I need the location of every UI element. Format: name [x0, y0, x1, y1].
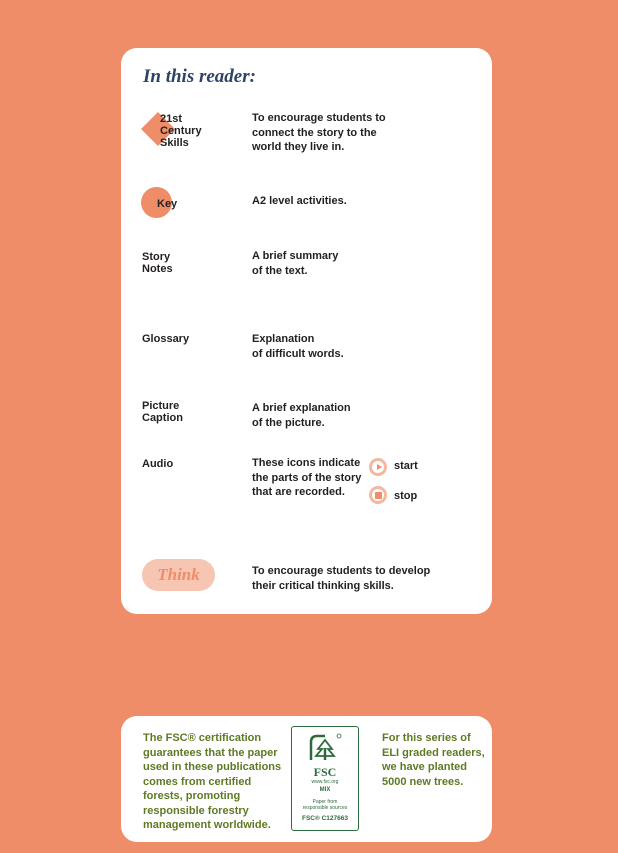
reader-legend-card	[121, 48, 492, 614]
fsc-code: FSC® C127663	[302, 815, 348, 822]
fsc-logo	[291, 726, 359, 831]
desc-21st-century-skills: To encourage students to connect the story to the world they live in.	[252, 112, 386, 153]
fsc-paper-line2: responsible sources	[302, 805, 348, 811]
audio-start-label: start	[394, 460, 418, 472]
label-key: Key	[157, 198, 178, 210]
think-label: Think	[157, 565, 200, 584]
legend-title: In this reader:	[143, 66, 256, 87]
label-audio: Audio	[142, 458, 174, 470]
desc-story-notes: A brief summary of the text.	[252, 250, 339, 277]
desc-audio: These icons indicate the parts of the story that are recorded.	[252, 457, 362, 498]
fsc-brand: FSC	[313, 765, 337, 779]
label-picture-caption: Picture Caption	[142, 400, 183, 424]
desc-picture-caption: A brief explanation of the picture.	[252, 402, 351, 429]
play-icon	[369, 458, 387, 476]
fsc-card	[121, 716, 492, 842]
desc-think: To encourage students to develop their critical thinking skills.	[252, 565, 431, 592]
fsc-trees-text: For this series of ELI graded readers, we have planted 5000 new trees.	[382, 732, 485, 788]
think-badge	[142, 559, 215, 591]
fsc-certification-text: The FSC® certification guarantees that the paper used in these publications comes from certified forests, promoting responsible forestry management worldwide.	[143, 732, 282, 831]
desc-glossary: Explanation of difficult words.	[252, 333, 344, 360]
fsc-tree-icon	[307, 732, 343, 764]
label-story-notes: Story Notes	[142, 251, 173, 275]
desc-key: A2 level activities.	[252, 195, 347, 207]
fsc-paper-line1: Paper from	[312, 799, 338, 805]
audio-stop-label: stop	[394, 490, 418, 502]
label-21st-century-skills: 21st Century Skills	[160, 113, 202, 149]
label-glossary: Glossary	[142, 333, 190, 345]
stop-icon	[369, 486, 387, 504]
fsc-mix: MIX	[319, 787, 331, 793]
fsc-url: www.fsc.org	[311, 779, 339, 785]
